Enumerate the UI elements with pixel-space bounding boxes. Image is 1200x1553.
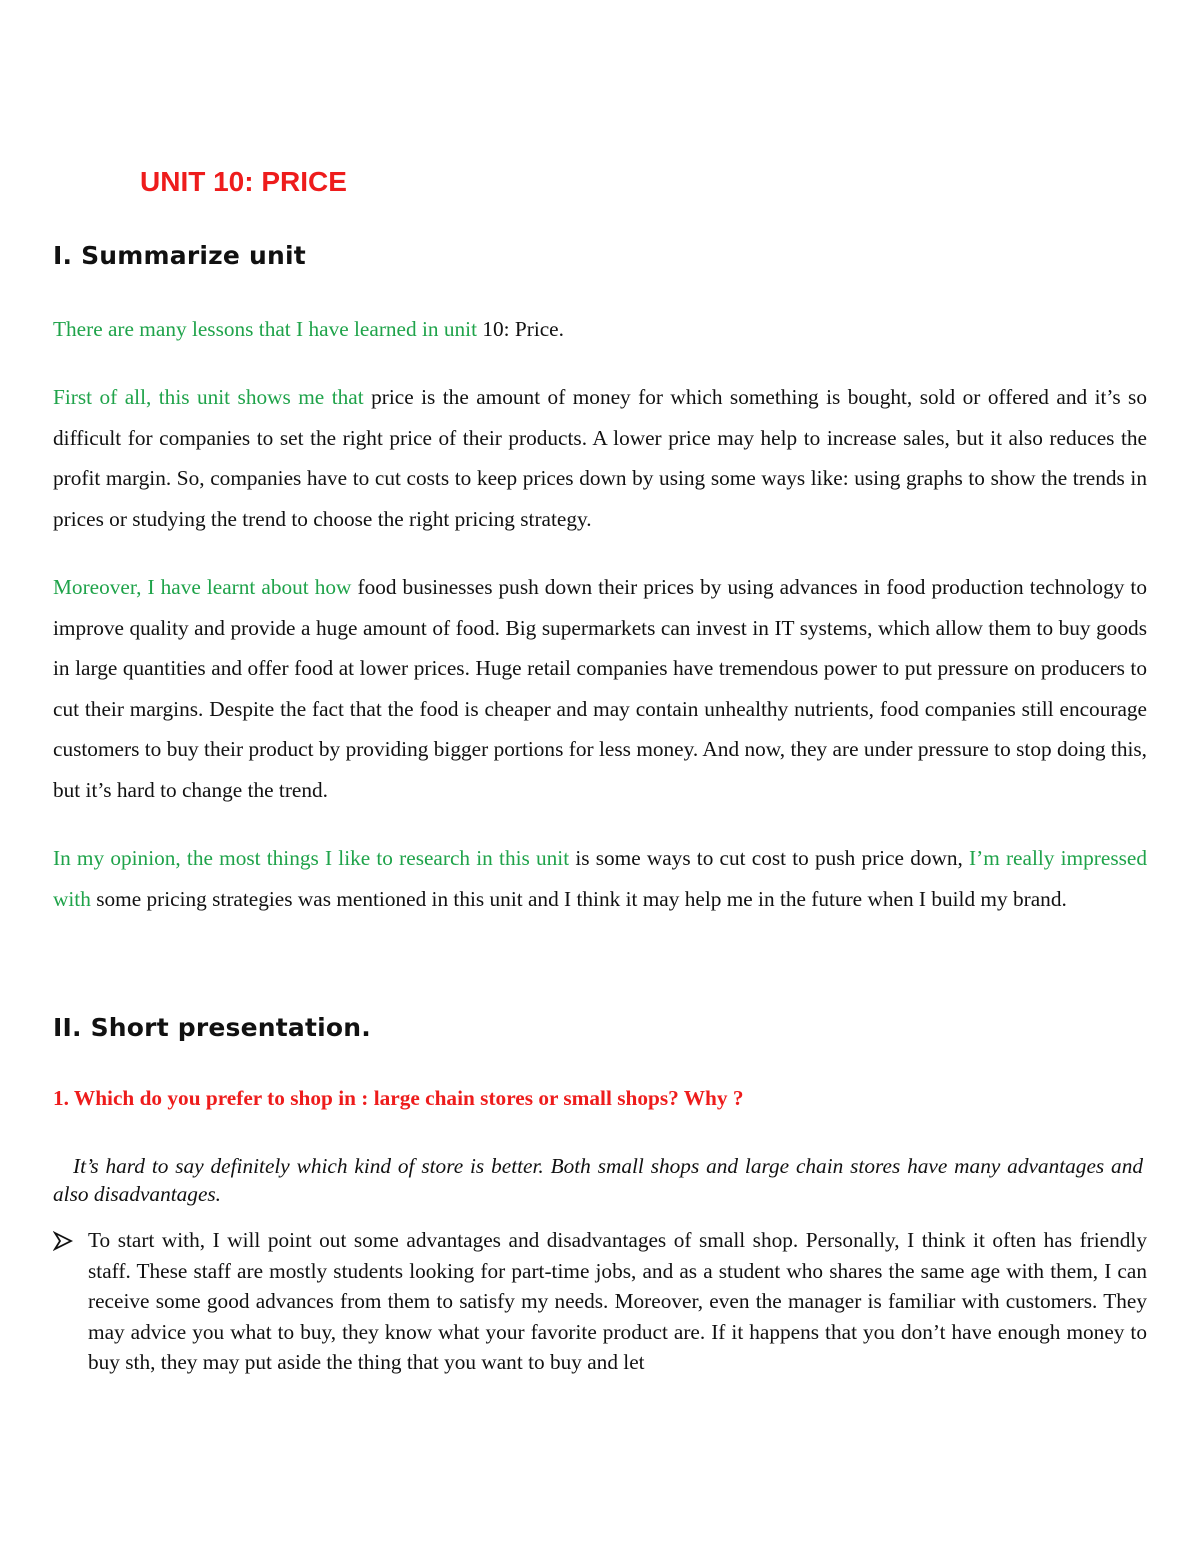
body-text: food businesses push down their prices by using advances in food production technology to improve quality and provide a huge amount of food. Big supermarkets can invest in IT systems, which allow them to buy goods in large quantities and offer food at lower prices. Huge retail companies have tremendous power to put pressure on producers to cut their margins. Despite the fact that the food is cheaper and may contain unhealthy nutrients, food companies still encourage customers to buy their product by providing bigger portions for less money. And now, they are under pressure to stop doing this, but it’s hard to change the trend.	[53, 575, 1147, 802]
paragraph-intro	[53, 309, 1147, 350]
body-text: 10: Price.	[477, 317, 564, 341]
body-text: is some ways to cut cost to push price down,	[569, 846, 970, 870]
italic-intro-paragraph: It’s hard to say definitely which kind of store is better. Both small shops and large chain stores have many advantages and also disadvantages.	[53, 1154, 1143, 1206]
page-title: UNIT 10: PRICE	[140, 166, 347, 197]
section-heading-summarize: I. Summarize unit	[53, 241, 306, 270]
paragraph-opinion	[53, 838, 1147, 919]
highlight-text: Moreover, I have learnt about how	[53, 575, 352, 599]
highlight-text: First of all, this unit shows me that	[53, 385, 364, 409]
bullet-text: To start with, I will point out some advantages and disadvantages of small shop. Personally, I think it often has friendly staff. These staff are mostly students looking for part-time jobs, and as a student who shares the same age with them, I can receive some good advances from them to satisfy my needs. Moreover, even the manager is familiar with customers. They may advice you what to buy, they know what your favorite product are. If it happens that you don’t have enough money to buy sth, they may put aside the thing that you want to buy and let	[88, 1228, 1147, 1374]
highlight-text: There are many lessons that I have learned in unit	[53, 317, 478, 341]
paragraph-first-of-all	[53, 377, 1147, 539]
highlight-text: In my opinion, the most things I like to research in this unit	[53, 846, 570, 870]
paragraph-moreover	[53, 567, 1147, 810]
highlight-text: I’m really impressed with	[53, 846, 1147, 911]
section-heading-presentation: II. Short presentation.	[53, 1013, 371, 1042]
bullet-item	[53, 1225, 1147, 1378]
arrowhead-bullet-icon	[53, 1231, 73, 1251]
body-text: price is the amount of money for which something is bought, sold or offered and it’s so difficult for companies to set the right price of their products. A lower price may help to increase sales, but it also reduces the profit margin. So, companies have to cut costs to keep prices down by using some ways like: using graphs to show the trends in prices or studying the trend to choose the right pricing strategy.	[53, 385, 1147, 531]
body-text: some pricing strategies was mentioned in this unit and I think it may help me in the future when I build my brand.	[90, 886, 1067, 911]
question-heading: 1. Which do you prefer to shop in : large chain stores or small shops? Why ?	[53, 1086, 744, 1110]
